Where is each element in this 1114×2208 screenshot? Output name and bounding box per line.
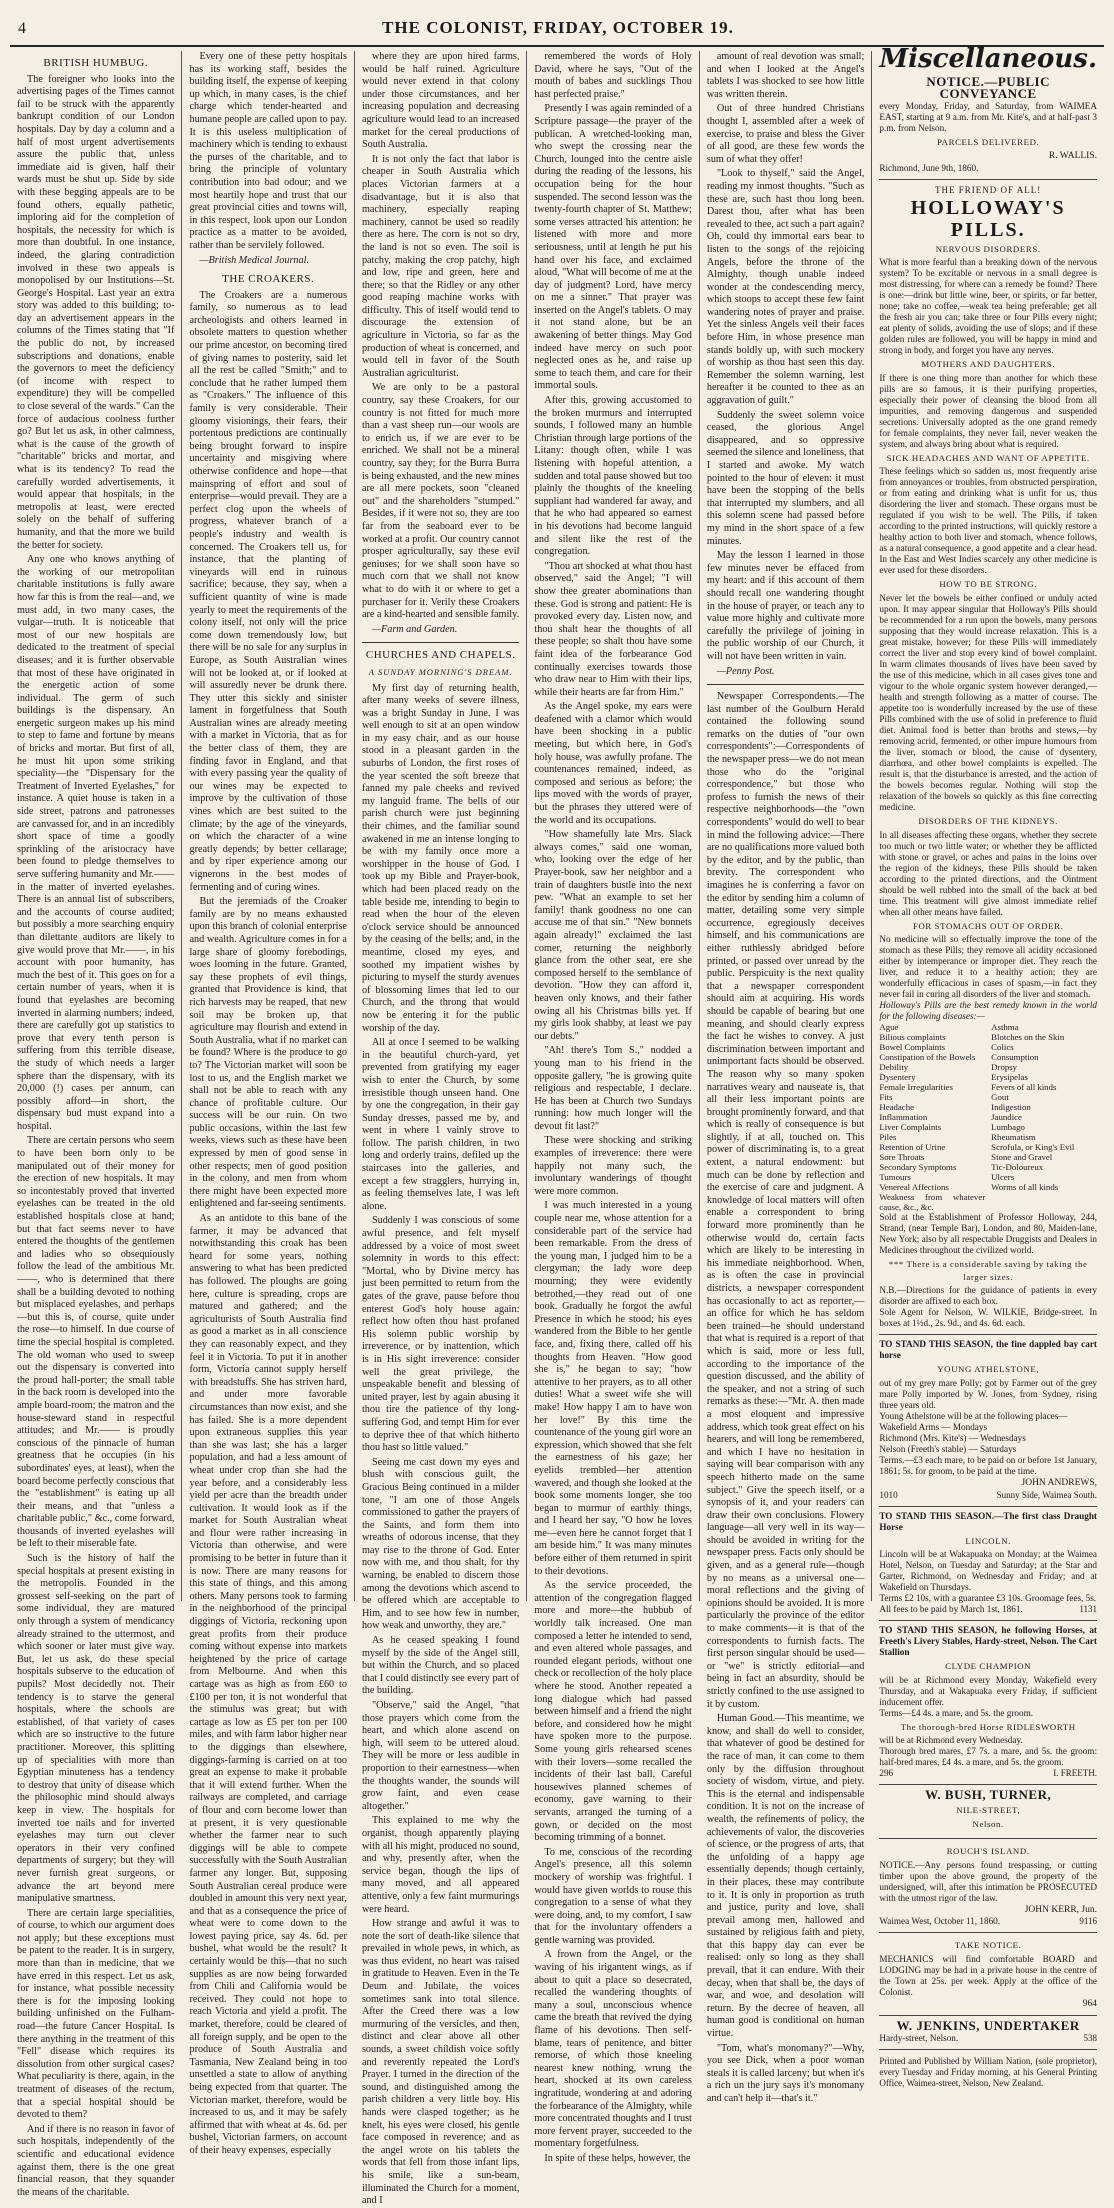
disease-list <box>879 1022 1097 1212</box>
list-item: Retention of Urine <box>879 1142 946 1153</box>
article-heading-croakers: THE CROAKERS. <box>222 273 315 286</box>
paragraph: "Look to thyself," said the Angel, reading my inmost thoughts. "Such as these are, such hast thou long been. Darest thou, after what has been revealed to thee, act such a part again? Oh, could thy immortal ears bear to listen to the songs of the rejoicing Angels, before the throne of the Almighty, though unable indeed wonder at the condescending mercy, which stoops to accept these few faint wandering notes of prayer and praise. Yet the sinless Angels veil their faces before Him, in whose presence man stands boldly up, with such mockery of worship as thou hast seen this day. Remember the solemn warning, lest hereafter it be counted to thee as an aggravation of guilt." <box>706 168 865 407</box>
article-body <box>707 691 864 1711</box>
list-item: Scrofula, or King's Evil <box>991 1142 1075 1153</box>
paragraph: Suddenly I was conscious of some awful presence, and felt myself addressed by a voice of most sweet solemnity in words to this effect: "Mortal, who by Divine mercy has just been permitted to return from the gates of the grave, pause before thou enterest God's holy house again: reflect how often thou hast profaned His solemn public worship by irreverence, or by inattention, which is in His sight irreverence: consider well the great privilege, the unspeakable benefit and blessing of united prayer, lest by again abusing it thou tire the patience of thy long-suffering God, and tempt Him for ever to deprive thee of that which hitherto thou hast so little valued." <box>361 1215 520 1454</box>
masthead-title: THE COLONIST, FRIDAY, OCTOBER 19. <box>382 18 734 37</box>
article-credit: —British Medical Journal. <box>199 254 309 266</box>
paragraph: Human Good.—This meantime, we know, and shall do well to consider, that whatever of good be destined for the race of man, it can come to them only by the diffusion throughout society of wisdom, virtue, and piety. This is the eternal and indispensable condition. It is not on the increase of wealth, the refinements of policy, the achievements of valor, the discoveries of science, or the progress of arts, that the unfolding of a happy age essentially depends; though certainly, in their places, these may contribute to it. It is only in proportion as truth and justice, purity and love, shall prevail among men, hallowed and sustained by religious faith and piety, that this happy day can ever be realised: only so long as they shall prevail, that it can endure. With their decay, when that shall be, the days of war, and woe, and desolation will return. By the decree of heaven, all human good is conditional on human virtue. <box>706 1713 865 2040</box>
divider <box>707 684 864 685</box>
paragraph: These were shocking and striking examples of irreverence: there were happily not many such, the involuntary wanderings of thought were more common. <box>534 1135 692 1197</box>
divider <box>362 642 519 643</box>
ad-mechanics-board: TAKE NOTICE. MECHANICS will find comfortable BOARD and LODGING may be had in a private house in the centre of the Town at 25s. per week. Apply at the office of the Colonist. 964 <box>879 1933 1097 2016</box>
article-body <box>17 74 174 2200</box>
ad-clyde-champion: TO STAND THIS SEASON, he following Horses, at Freeth's Livery Stables, Hardy-street, Nelson. The Cart Stallion CLYDE CHAMPION will be at Richmond every Monday, Wakefield every Thursday, and at Wakapuaka every Friday, if sufficient inducement offer. Terms—£4 4s. a mare, and 5s. the groom. The thorough-bred Horse RIDLESWORTH will be at Richmond every Wednesday. Thorough bred mares, £7 7s. a mare, and 5s. the groom: half-bred mares, £4 4s. a mare, and 5s. the groom. 296 I. FREETH. <box>879 1621 1097 1785</box>
paragraph: "Ah! there's Tom S.," nodded a young man to his friend in the opposite gallery, "he is growing quite religious and respectable, I declare. He has been at Church two Sundays running: how much longer will the devout fit last?" <box>534 1045 692 1132</box>
list-item: Sore Throats <box>879 1152 925 1163</box>
list-item: Ague <box>879 1022 899 1033</box>
paragraph: In spite of these helps, however, the <box>544 2152 691 2164</box>
list-item: Liver Complaints <box>879 1122 942 1133</box>
paragraph: May the lesson I learned in those few minutes never be effaced from my heart: and if this account of them should recall one wandering thought in the house of prayer, or teach any to value more highly and cultivate more carefully the privilege of joining in the public worship of our Church, it will not have been written in vain. <box>706 550 865 662</box>
list-item: Erysipelas <box>991 1072 1028 1083</box>
paragraph: amount of real devotion was small; and when I looked at the Angel's tablets I was shocked to see how little was written therein. <box>706 51 865 100</box>
list-item: Piles <box>879 1132 897 1143</box>
paragraph: A frown from the Angel, or the waving of his irigantent wings, as if about to quit a place so desecrated, recalled the wandering thoughts of many a soul, unconscious whence came the breath that revived the dying flame of his devotions. Then self-blame, tears of penitence, and bitter remorse, of which those kneeling nearest knew nothing, wrung the heart, shocked at its own careless ingratitude, wondering at and adoring the forbearance of the Almighty, while more concentrated thoughts and I trust more fervent prayer, succeeded to the momentary forgetfulness. <box>534 1949 692 2150</box>
column-5 <box>700 51 872 2104</box>
article-body <box>707 1713 864 2105</box>
paragraph: "Observe," said the Angel, "that those prayers which come from the heart, and which alone ascend on high, will seem to be uttered aloud. They will be more or less audible in proportion to their earnestness—when the thoughts wander, the sounds will grow faint, and even cease altogether." <box>361 1700 520 1812</box>
list-item: Worms of all kinds <box>991 1182 1059 1193</box>
column-2 <box>182 51 354 2156</box>
paragraph: where they are upon hired farms, would be half ruined. Agriculture would never extend in that colony under those circumstances, and her increasing population and decreasing agriculture would lead to an increased market for the cereal productions of South Australia. <box>361 51 520 151</box>
list-item: Tic-Doloureux <box>991 1162 1044 1173</box>
paragraph: Any one who knows anything of the working of our metropolitan charitable institutions is fully aware how far this is from the real—and, we must add, in two many cases, the vulgar—truth. It is noticeable that most of our new hospitals are dedicated to the treatment of special diseases; and it is further observable that most of these have originated in the energetic action of some individual. The germ of such buildings is the dispensary. An energetic surgeon makes up his mind to step to fame and fortune by means of bricks and mortar. But first of all, he must hit upon some striking speciality—the "Dispensary for the Treatment of Inverted Eyelashes," for instance. A quiet house is taken in a side street, patrons and patronesses are canvassed for, and in an incredibly short space of time a goodly sprinkling of the aristocracy have been found to pledge themselves to serve suffering humanity and Mr.—— in the matter of inverted eyelashes. There is an annual list of subscribers, and the accounts of course audited; but possibly a more searching enquiry than dilettante auditors are likely to give would prove that Mr.——, in his account with poor humanity, has much the best of it. This goes on for a certain number of years, when it is found that eyelashes are becoming inverted in alarming numbers; indeed, there are carefully got up statistics to prove that every tenth person is suffering from this terrible disease, the study of which needs a larger sphere than the dispensary, with its 20,000 (!) cases per annum, can possibly afford—in short, the dispensary bud must expand into a hospital. <box>17 554 175 1132</box>
paragraph: But the jeremiads of the Croaker family are by no means exhausted upon this branch of colonial enterprise and wealth. Agriculture comes in for a large share of gloomy forebodings, woes looming in the future. Granted, say these prophets of evil things, granted that Providence is kind, that rich harvests may be reaped, that new soil may be broken up, that agriculture may flourish and extend in South Australia, what if no market can be found? Where is the produce to go to? The Victorian market will soon be lost to us, and the English market we shall not be able to reach with any chance of profitable culture. Our success will be our ruin. On two public occasions, within the last few weeks, views such as these have been expressed by men of good sense in other respects; men of good position in the colony, and men from whom there might have been expected more enlightened and far-seeing sentiments. <box>189 896 347 1210</box>
columns <box>10 44 1104 2207</box>
list-item: Asthma <box>991 1022 1019 1033</box>
page-number: 4 <box>18 20 26 37</box>
list-item: Weakness from whatever cause, &c., &c. <box>879 1192 986 1213</box>
list-item: Consumption <box>991 1052 1039 1063</box>
article-body <box>362 51 519 622</box>
list-item: Inflammation <box>879 1112 928 1123</box>
ad-w-bush-turner: W. BUSH, TURNER, NILE-STREET, Nelson. <box>879 1785 1097 1839</box>
list-item: Lumbago <box>991 1122 1025 1133</box>
list-item: Constipation of the Bowels <box>879 1052 976 1063</box>
article-body <box>707 51 864 664</box>
article-body <box>189 51 346 253</box>
paragraph: Such is the history of half the special hospitals at present existing in the metropolis. Founded in the grossest self-seeking on the part of some individual, they are matured only through a system of mendicancy already strained to the uttermost, and which sooner or later must give way. But, let us ask, do these special hospitals subserve to the education of pupils? Most decidedly not. Their tendency is to starve the general hospitals, where the schools are established, of that variety of cases which are so instructive to the future practitioner. Moreover, this splitting up of specialities with more than Egyptian minuteness has a tendency to destroy that unity of disease which the philosophic mind should always keep in view. The hospitals for inverted toe nails and for inverted eyelashes may turn out clever operators in their very confined departments of surgery; but they will never furnish great surgeons, or advance the art beyond mere manipulative smartness. <box>17 1553 175 1905</box>
column-3 <box>355 51 527 2207</box>
list-item: Venereal Affections <box>879 1182 949 1193</box>
list-item: Debility <box>879 1062 909 1073</box>
list-item: Bowel Complaints <box>879 1042 946 1053</box>
column-4 <box>527 51 699 2164</box>
ad-rouchs-island: ROUCH'S ISLAND. NOTICE.—Any persons found trespassing, or cutting timber upon the above ground, the property of the undersigned, will, after this intimation be PROSECUTED with the utmost rigor of the law. JOHN KERR, Jun. Waimea West, October 11, 1860. 9116 <box>879 1839 1097 1933</box>
paragraph: How strange and awful it was to note the sort of death-like silence that prevailed in whole pews, in which, as was thus evident, no heart was raised in gratitude to Heaven. Even in the Te Deum and Jubilate, the voices sometimes sank into total silence. After the Creed there was a low murmuring of the versicles, and then, distinct and clear above all other sounds, a sweet childish voice softly and reverently repeated the Lord's Prayer. I turned in the direction of the sound, and distinguished among the parish children a very little boy. His hands were clasped together; as he knelt, his eyes were closed, his gentle face composed in reverence; and as the angel wrote on his tablets the words that fell from those infant lips, his smile, like a sun-beam, illuminated the Church for a moment, and I <box>361 1918 520 2207</box>
paragraph: As the service proceeded, the attention of the congregation flagged more and more—the hubbub of worldly talk increased. One man composed a letter he intended to send, and even altered whole passages, and rounded elegant periods, without one check or recollection of the holy place where he stood. Another repeated a long dialogue which had passed between himself and a friend the night before, and considered how he might have spoken more to the purpose. Some young girls rehearsed scenes with their lovers—some recalled the incidents of their last ball. Careful housewives planned schemes of economy, gave warning to their servants, arranged the turning of a gown, or decided on the most becoming trimming of a bonnet. <box>534 1580 692 1844</box>
list-item: Jaundice <box>991 1112 1022 1123</box>
ad-public-conveyance: NOTICE.—PUBLIC CONVEYANCE every Monday, Friday, and Saturday, from WAIMEA EAST, starting at 9 a.m. from Mr. Kite's, and at half-past 3 p.m. from Nelson. PARCELS DELIVERED. R. WALLIS. Richmond, June 9th, 1860. <box>879 72 1097 180</box>
list-item: Gout <box>991 1092 1009 1103</box>
paragraph: We are only to be a pastoral country, say these Croakers, for our country is not fitted for much more than a vast sheep run—our wools are to enrich us, if we are ever to be enriched. We shall not be a mineral country, say they; for the Burra Burra is being exhausted, and the new mines are all mere pockets, soon "cleaned out" and the shareholders "stumped." Besides, if it were not so, they are too far from the seaboard ever to be worked at a profit. Our country cannot prosper agriculturally, say these evil geniuses; for we shall soon have so much corn that we shall not know what to do with it or where to get a purchaser for it. Verily these Croakers are a kind-hearted and sensible family. <box>361 382 520 621</box>
article-credit: —Farm and Garden. <box>371 623 458 635</box>
article-body <box>189 290 346 2158</box>
list-item: Nelson (Freeth's stable) — Saturdays <box>879 1443 1017 1454</box>
list-item: Dropsy <box>991 1062 1018 1073</box>
ad-w-jenkins-undertaker: W. JENKINS, UNDERTAKER Hardy-street, Nelson. 538 <box>879 2016 1097 2050</box>
list-item: Dysentery <box>879 1072 916 1083</box>
list-item: Secondary Symptoms <box>879 1162 957 1173</box>
list-item: Tumours <box>879 1172 911 1183</box>
paragraph: My first day of returning health, after many weeks of severe illness, was a bright Sunday in June. I was well enough to sit at an open window in my easy chair, and as our house stood in a pleasant garden in the suburbs of London, the first roses of the year scented the soft breeze that fanned my pale cheeks and revived my languid frame. The bells of our parish church were just beginning their chimes, and the familiar sound awakened in me an intense longing to be with my family once more a worshipper in the house of God. I took up my Bible and Prayer-book, which had been placed ready on the table beside me, intending to begin to read when the hour of the eleven o'clock service should be announced by the ceasing of the bells; and, in the meantime, closed my eyes, and soothed my impatient wishes by picturing to myself the sturdy avenues of blossoming limes that led to our Church, and the throng that would now be entering it for the public worship of the day. <box>361 682 520 1034</box>
article-subheading: A SUNDAY MORNING'S DREAM. <box>368 666 513 677</box>
paragraph: As an antidote to this bane of the farmer, it may be advanced that notwithstanding this croak has been heard for some years, nothing answering to what has been predicted has followed. The ploughs are going here, culture is spreading, crops are matured and gathered; and the agriculturists of South Australia find as good a market as in all conscience they can reasonably expect, and they feel it in Victoria. To put it in another form, Victoria cannot supply herself with breadstuffs. She has striven hard, and under more favorable circumstances than now exist, and she has failed. She is a more dependent upon extraneous supplies this year than she was last; she has a larger population, and had a less amount of wheat under crop than she had the year before, and a considerably less yield per acre than the breadth under cultivation. It would look as if the market for South Australian wheat and flour were rather increasing in Victoria than otherwise, and were promising to be better in future than it is now. There are many reasons for this state of things, and this among others. Many persons took to farming in the neighborhood of the principal diggings of Victoria, reckoning upon great profits from their produce coming without expense into markets heightened by the price of cartage from Melbourne. And when this cartage was as high as from £60 to £100 per ton, it is not wonderful that the stimulus was great; but with cartage as low as £5 per ton per 100 miles, and with farm labor higher near to the diggings than elsewhere, diggings-farming is carried on at too great an expense to make it probable that it will extend further. When the railways are completed, and carriage of flour and corn become lower than at present, it is very questionable whether the farmer near to such diggings will be able to compete successfully with the South Australian farmer any longer. But, supposing South Australian cereal produce were doubled in amount this very next year, and that as a consequence the price of wheat were to come down to the lowest paying price, say 4s. 6d. per bushel, what would be the result? It certainly would be this—that no such supplies as are now being forwarded from Chili and California would be received. They could not hope to reach Victoria and yield a profit. The market, therefore, could be cleared of all foreign supply, and be open to the produce of South Australia and Tasmania, New Zealand being in too unsettled a state to allow of anything being expected from that quarter. The Victorian market, therefore, would be increased to us, and it may be safely affirmed that with wheat at 4s. 6d. per bushel, Victorian farmers, on account of their heavy expenses, especially <box>189 1213 347 2156</box>
article-body <box>362 683 519 2208</box>
list-item: Bilious complaints <box>879 1032 946 1043</box>
column-1 <box>10 51 182 2198</box>
ad-lincoln: TO STAND THIS SEASON.—The first class Draught Horse LINCOLN. Lincoln will be at Wakapuaka on Monday; at the Waimea Hotel, Nelson, on Tuesday and Saturday; at the Star and Garter, Richmond, on Wednesday and Friday; and at Wakefield on Thursdays. Terms £2 10s, with a guarantee £3 10s. Groomage fees, 5s. All fees to be paid by March 1st, 1861. 1131 <box>879 1507 1097 1622</box>
ad-young-athelstone: TO STAND THIS SEASON, the fine dappled bay cart horse YOUNG ATHELSTONE, out of my grey mare Polly; got by Farmer out of the grey mare Polly imported by W. Jones, from Sydney, rising three years old. Young Athelstone will be at the following places— Wakefield Arms — Mondays Richmond (Mrs. Kite's) — Wednesdays Nelson (Freeth's stable) — Saturdays Terms.—£3 each mare, to be paid on or before 1st January, 1861; 5s. for groom, to be paid at the time. JOHN ANDREWS, 1010 Sunny Side, Waimea South. <box>879 1335 1097 1506</box>
list-item: Fits <box>879 1092 893 1103</box>
list-item: Rheumatism <box>991 1132 1036 1143</box>
paragraph: "Thou art shocked at what thou hast observed," said the Angel; "I will show thee greater abominations than these. God is strong and patient: He is provoked every day. Listen now, and thou shalt hear the thoughts of all these people; so shalt thou have some faint idea of the forbearance God continually exercises towards those who draw near to Him with their lips, while their hearts are far from Him." <box>534 560 692 698</box>
column-6-advertisements <box>872 44 1104 2089</box>
list-item: Stone and Gravel <box>991 1152 1053 1163</box>
paragraph: Presently I was again reminded of a Scripture passage—the prayer of the publican. A wretched-looking man, who swept the crossing near the Church, lounged into the centre aisle during the reading of the lessons, his occupation being for the hour suspended. The second lesson was the twenty-fourth chapter of St. Matthew; some verses attracted his attention: he listened with more and more seriousness, until at length he put his hand over his face, and exclaimed aloud, "What will become of me at the day of judgment? Lord, have mercy on me a sinner." That prayer was inserted on the Angel's tablets. O may it not stand alone, but be an awakening of better things. May God indeed have mercy on such poor neglected ones as he, and raise up some to teach them, and care for their immortal souls. <box>534 103 692 392</box>
list-item: Blotches on the Skin <box>991 1032 1065 1043</box>
paragraph: As he ceased speaking I found myself by the side of the Angel still, but within the Church, and so placed that I could distinctly see every part of the building. <box>361 1635 520 1697</box>
paragraph: Newspaper Correspondents.—The last number of the Goulburn Herald contained the following sound remarks on the duties of "our own correspondents":—Correspondents of the newspaper press—we do not mean those who do the "original correspondence," but those who profess to furnish the news of their respective neighborhoods—the "own correspondents" would do well to bear in mind the following advice:—There are no qualifications more valued both by the editor, and by the public, than brevity. The correspondent who imagines he is conferring a favor on the editor by sending him a column of matter, detailing some very simple occurrence, egregiously deceives himself, and his communications are either ruthlessly abridged before printed, or passed over unread by the public. Perspicuity is the next quality that a newspaper correspondent should aim at acquiring. His words should be capable of bearing but one meaning, and should clearly express the fact he wishes to convey. A just discrimination between important and unimportant facts should be observed. The reason why so many spoken narratives weary and nauseate is, that all their less important points are brought prominently forward, and that which is really of consequence is but slightly, if at all, touched on. This power of discriminating is, to a great extent, a natural endowment: but much can be done by reflection and the exercise of care and judgment. A knowledge of local matters will often enable a correspondent to bring forward more prominently than he otherwise would do, certain facts which are likely to be interesting in his immediate neighborhood. When, as is often the case in provincial districts, a newspaper correspondent has occasionally to act as reporter,—an office for which he has seldom been trained—he should understand that what is required is a report of that which is said, more or less full, according to the importance of the question discussed, and the ability of the speaker, and not a string of such remarks as these:—"Mr. A. then made a most eloquent and impressive address, which took great effect on his hearers, and will long be remembered, and which I have no hesitation in saying will bear comparison with any speech hitherto made on the same subject." Give the speech itself, or a synopsis of it, and your readers can draw their own conclusions. Flowery language—all very well in its way—should be avoided in writing for the newspaper press. Facts only should be given, and as a general rule—though by no means as a universal one—moral reflections and the giving of opinions should be avoided. It is more particularly the province of the editor to make comments—it is that of the correspondents to furnish facts. The first person singular should be used—or "we" is strictly editorial—and being in fact an absurdity, should be strictly confined to the use assigned to it by custom. <box>706 691 865 1710</box>
article-heading-british-humbug: BRITISH HUMBUG. <box>43 57 149 69</box>
list-item: Indigestion <box>991 1102 1031 1113</box>
paragraph: Out of three hundred Christians thought I, assembled after a week of exercise, to praise and bless the Giver of all good, are these few words the sum of what they offer! <box>706 103 865 165</box>
list-item: Fevers of all kinds <box>991 1082 1057 1093</box>
paragraph: All at once I seemed to be walking in the beautiful church-yard, yet prevented from gratifying my eager wish to enter the Church, by some irresistible though unseen hand. One by one the congregation, in their gay Sunday dresses, passed me by, and went in where I vainly strove to follow. The parish children, in two long and orderly trains, defiled up the staircases into the galleries, and except a few stragglers, hurrying in, as feeling themselves late, I was left alone. <box>361 1037 520 1212</box>
paragraph: The Croakers are a numerous family, so numerous as to lead archeologists and others learned in obsolete matters to question whether our prime ancestor, on becoming tired of giving names to posterity, said let all the rest be called "Smith;" and to conclude that he rather lumped them as "Croakers." The influence of this family is very considerable. Their gloomy visionings, their fears, their portentous predictions are continually being brought forward to inspire uncertainty and misgiving where otherwise confidence and hope—that mainspring of effort and soul of enterprise—would prevail. They are a perfect clog upon the wheels of progress, whatever branch of a people's industry and wealth is concerned. The Croakers tell us, for instance, that the planting of vineyards will end in ruinous sacrifice; because, they say, when a sufficient quantity of wine is made yearly to meet the requirements of the colony itself, not only will the price come down tremendously low, but there will be no sale for any surplus in Europe, as South Australian wines will not be looked at, or if looked at will assuredly never be drunk there. They utter this sickly and sinister lament in forgetfulness that South Australian wines are already meeting with a market in Victoria, that as for the better class of them, they are finding favor in England, and that with every passing year the quality of our wines may be expected to improve by the cultivation of those vines which are best suited to the climate; by the age of the vineyards, on which the character of a wine greatly depends; by better cellarage; and by riper experience among our vignerons in the best modes of fermenting and of curing wines. <box>189 289 347 893</box>
article-body <box>534 51 691 2166</box>
list-item: Female Irregularities <box>879 1082 953 1093</box>
list-item: Wakefield Arms — Mondays <box>879 1421 988 1432</box>
paragraph: It is not only the fact that labor is cheaper in South Australia which places Victorian farmers at a disadvantage, but it is also that machinery, especially reaping machinery, cannot be used so readily there as here. The corn is not so dry, the land is not so even. The soil is patchy, making the crop patchy, high and low, ripe and green, here and there; so that the Ridley or any other good reaping machine works with difficulty. This of itself would tend to discourage the extension of agriculture in Victoria, so far as the production of wheat is concerned, and would tell in favor of the South Australian agriculturist. <box>361 153 520 379</box>
paragraph: "How shamefully late Mrs. Slack always comes," said one woman, who, looking over the edge of her Prayer-book, saw her neighbor and a train of daughters bustle into the next pew. "What an example to set her family! thank goodness no one can accuse me of that sin." "New bonnets again already!" exclaimed the last comer, returning the neighborly glance from the other seat, ere she composed herself to the semblance of devotion. "How they can afford it, heaven only knows, and their father owing all his Christmas bills yet. If my girls look shabby, at least we pay our debts." <box>534 829 692 1042</box>
printer-imprint: Printed and Published by William Nation, (sole proprietor), every Tuesday and Friday morning, at his General Printing Office, Waimea-street, Nelson, New Zealand. <box>879 2056 1097 2089</box>
paragraph: The foreigner who looks into the advertising pages of the Times cannot fail to be struck with the apparently bankrupt condition of our London hospitals. Day by day a column and a half of most urgent advertisements assure the public that, unless immediate aid is given, half their wards must be shut up. Side by side with these begging appeals are to be found others, equally pathetic, imploring aid for the completion of hospitals, the necessity for which is more than doubtful. In one instance, indeed, the glaring contradiction involved in these two appeals is monopolised by our Institutions—St. George's Hospital. Last year an extra story was added to this building; to-day an advertisement appears in the columns of the Times stating that "If the public do not, by increased subscriptions and donations, enable the governors to meet the deficiency (of income with respect to expenditure) they will be compelled to close several of the wards." Can the force of audacious coolness further go? But let us ask, in other calmness, what is the cause of the growth of "charitable" bricks and mortar, and what is its tendency? To read the carefully worded advertisements, it would appear that hospitals, in the metropolis at least, were erected solely on the behalf of suffering humanity, and that the more we build the better for society. <box>17 73 175 551</box>
list-item: Colics <box>991 1042 1014 1053</box>
paragraph: remembered the words of Holy David, where he says, "Out of the mouth of babes and sucklings Thou hast perfected praise." <box>534 51 692 100</box>
paragraph: This explained to me why the organist, though apparently playing with all his might, produced no sound, and why, presently after, when the service began, though the lips of many moved, and all appeared attentive, only a few faint murmurings were heard. <box>361 1815 520 1915</box>
article-heading-churches: CHURCHES AND CHAPELS. <box>365 649 516 662</box>
list-item: Headache <box>879 1102 915 1113</box>
paragraph: And if there is no reason in favor of such hospitals, independently of the scientific and educational evidence against them, there is the one great financial reason, that they squander the means of the charitable. <box>17 2123 175 2198</box>
section-heading-miscellaneous: Miscellaneous. <box>879 44 1097 74</box>
paragraph: As the Angel spoke, my ears were deafened with a clamor which would have been shocking in a public meeting, but which here, in God's holy house, was awfully profane. The countenances remained, indeed, as composed and serious as before; the lips moved with the words of prayer, but the phrases they uttered were of the world and its occupations. <box>534 701 692 826</box>
paragraph: After this, growing accustomed to the broken murmurs and interrupted sounds, I followed many an humble Christian through large portions of the Litany: though often, while I was listening with hopeful attention, a sudden and total pause showed but too plainly the thoughts of the kneeling suppliant had wandered far away, and that he who had appeared so earnest in his devotions had become languid and silent like the rest of the congregation. <box>534 395 692 558</box>
paragraph: Every one of these petty hospitals has its working staff, besides the building itself, the expense of keeping up which, in many cases, is the chief charge which tender-hearted and humane people are called upon to pay. It is this useless multiplication of machinery which is tending to exhaust the purses of the charitable, and to bring the principle of voluntary contribution into bad odour; and we most heartily hope and trust that our great provincial cities and towns will, in this respect, look upon our London practice as a matter to be avoided, rather than be servilely followed. <box>189 51 347 251</box>
paragraph: To me, conscious of the recording Angel's presence, all this solemn mockery of worship was frightful. I would have given worlds to rouse this congregation to a sense of what they were doing, and, to my comfort, I saw that for the involuntary offenders a gentle warning was provided. <box>534 1846 692 1946</box>
paragraph: Seeing me cast down my eyes and blush with conscious guilt, the Gracious Being continued in a milder tone, "I am one of those Angels commissioned to gather the prayers of the Saints, and form them into wreaths of odorous incense, that they may rise to the throne of God. Enter now with me, and thou shalt, for thy warning, be enabled to discern those among the devotions which ascend to be offered which are acceptable to Him, and to see how few in number, how weak and unworthy, they are." <box>361 1456 520 1632</box>
paragraph: There are certain persons who seem to have been born only to be manipulated out of their money for the erection of new hospitals. It may so incontestably proved that inverted eyelashes can be treated in the old established hospitals close at hand; but that fact seems never to have entered the thoughts of the gentlemen and ladies who so obsequiously follow the lead of the ambitious Mr.——, who is determined that there shall be a building devoted to nothing but misplaced eyelashes, and perhaps—but this is, of course, quite under the rose—to himself. In due course of time the special hospital is completed. The old woman who used to sweep out the dispensary is converted into the proud hall-porter; the small table in the back room is developed into the ample board-room; the matron and the house-steward stand in respectful attitudes; and Mr.—— is proudly conscious of the pinnacle of human greatness that he occupies (in his subordinates' eyes, at least), when the board become perfectly conscious that the "establishment" is eating up all their means, and that "unless a charitable public," &c., come forward, thousands of inverted eyelashes will be left to their miserable fate. <box>17 1135 175 1550</box>
paragraph: There are certain large specialities, of course, to which our argument does not apply; but these exceptions must be patent to the reader. It is in surgery, more than than in medicine, that we have erred in this respect. Let us ask, for instance, what possible necessity there is for the imposing looking building unfinished on the Fulham-road—the future Cancer Hospital. Is there anything in the treatment of this "Fell" disease which requires its dissolution from other surgical cases? What peculiarity is there, again, in the treatment of diseases of the rectum, that a special hospital should be devoted to them? <box>17 1907 175 2121</box>
list-item: Ulcers <box>991 1172 1015 1183</box>
paragraph: Suddenly the sweet solemn voice ceased, the glorious Angel disappeared, and so oppressive seemed the silence and loneliness, that I started and awoke. My watch pointed to the hour of eleven: it must have been the stopping of the bells that interrupted my slumbers, and all this solemn scene had passed before my mind in the short space of a few minutes. <box>706 409 865 547</box>
article-credit: —Penny Post. <box>716 665 775 677</box>
list-item: Richmond (Mrs. Kite's) — Wednesdays <box>879 1432 1026 1443</box>
masthead <box>10 18 1104 47</box>
paragraph: I was much interested in a young couple near me, whose attention for a considerable part of the service had been remarkable. From the dress of the young man, I judged him to be a clergyman; the lady wore deep mourning; they were evidently betrothed,—they read out of one book. Gradually he forgot the awful Presence in which he stood; his eyes wandered from the Bible to her gentle face, and, fixing there, called off his thoughts from Heaven. "How good she is," he began to say; "how attentive to her prayers, as to all other duties! What a sweet wife she will make! How happy I am to have won her love!" By this time the countenance of the young girl wore an expression, which showed that she felt the earnestness of his gaze; her eyelids trembled—her attention wavered, and though she looked at the book some moments longer, she too began to murmur of earthly things, and I heard her say, "O how he loves me—even here he cannot forget that I am beside him." It was many minutes before either of them returned in spirit to their devotions. <box>534 1200 692 1577</box>
paragraph: "Tom, what's monomany?"—Why, you see Dick, when a poor woman steals it is called larceny; but when it's a rich un the jury says it's monomany and can't help it—that's it." <box>706 2042 865 2104</box>
ad-holloways-pills: THE FRIEND OF ALL! HOLLOWAY'S PILLS. NERVOUS DISORDERS. What is more fearful than a breaking down of the nervous system? To be excitable or nervous in a small degree is most distressing, for where can a remedy be found? There is one:—drink but little wine, beer, or spirits, or far better, none; take no coffee,—weak tea being preferable; get all the fresh air you can; take three or four Pills every night; eat plenty of solids, avoiding the use of slops; and if these golden rules are followed, you will be happy in mind and strong in body, and forget you have any nerves. MOTHERS AND DAUGHTERS. If there is one thing more than another for which these pills are so famous, it is their purifying properties, especially their power of cleansing the blood from all impurities, and removing dangerous and suspended secretions. Universally adopted as the one grand remedy for female complaints, they never fail, never weaken the system, and always bring about what is required. SICK HEADACHES AND WANT OF APPETITE. These feelings which so sadden us, most frequently arise from annoyances or troubles, from obstructed perspiration, or from eating and drinking what is unfit for us, thus disordering the liver and stomach. These organs must be regulated if you wish to be well. The Pills, if taken according to the printed instructions, will quickly restore a healthy action to both liver and stomach, whence follows, as a natural consequence, a good appetite and a clear head. In the East and West Indies scarcely any other medicine is ever used for these disorders. HOW TO BE STRONG. Never let the bowels be either confined or unduly acted upon. It may appear singular that Holloway's Pills should be recommended for a run upon the bowels, many persons supposing that they would increase relaxation. This is a great mistake, however; for these Pills will immediately correct the liver and stop every kind of bowel complaint. In warm climates thousands of lives have been saved by the use of this medicine, which in all cases gives tone and vigour to the whole organic system however deranged,—health and strength following as a matter of course. The appetite too is wonderfully increased by the use of these Pills combined with the use of solid in preference to fluid diet. Animal food is better than broths and stews,—by removing acrid, fermented, or other impure humours from the liver, stomach or blood, the cause of dysentery, diarrhœa, and other bowel complaints is expelled. The result is, that the disturbance is arrested, and the action of the bowels becomes regular. Nothing will stop the relaxation of the bowels so quickly as this fine correcting medicine. DISORDERS OF THE KIDNEYS. In all diseases affecting these organs, whether they secrete too much or two little water; or whether they be afflicted with stone or gravel, or aches and pains in the loins over the region of the kidneys, these Pills should be taken according to the printed directions, and the Ointment should be well rubbed into the small of the back at bed time. This treatment will give almost immediate relief when all other means have failed. FOR STOMACHS OUT OF ORDER. No medicine will so effectually improve the tone of the stomach as these Pills; they remove all acidity occasioned either by intemperance or improper diet. They reach the liver, and reduce it to a healthy action; they are wonderfully efficacious in cases of spasm,—in fact they never fail in curing all disorders of the liver and stomach. Holloway's Pills are the best remedy known in the world for the following diseases:— Ague Asthma Bilious complaints Blotches on the Skin Bowel Complaints Colics Constipation of the Bowels Consumption Debility Dropsy Dysentery Erysipelas Female Irregularities Fevers of all kinds Fits Gout Headache Indigestion Inflammation Jaundice Liver Complaints Lumbago Piles Rheumatism Retention of Urine Scrofula, or King's Evil Sore Throats Stone and Gravel Secondary Symptoms Tic-Doloureux Tumours Ulcers Venereal Affections Worms of all kinds Weakness from whatever cause, &c., &c. Sold at the Establishment of Professor Holloway, 244, Strand, (near Temple Bar), London, and 80, Maiden-lane, New York; also by all respectable Druggists and Dealers in Medicines throughout the civilized world. *** There is a considerable saving by taking the larger sizes. N.B.—Directions for the guidance of patients in every disorder are affixed to each box. Sole Agent for Nelson, W. WILKIE, Bridge-street. In boxes at 1½d., 2s. 9d., and 4s. 6d. each. <box>879 180 1097 1335</box>
